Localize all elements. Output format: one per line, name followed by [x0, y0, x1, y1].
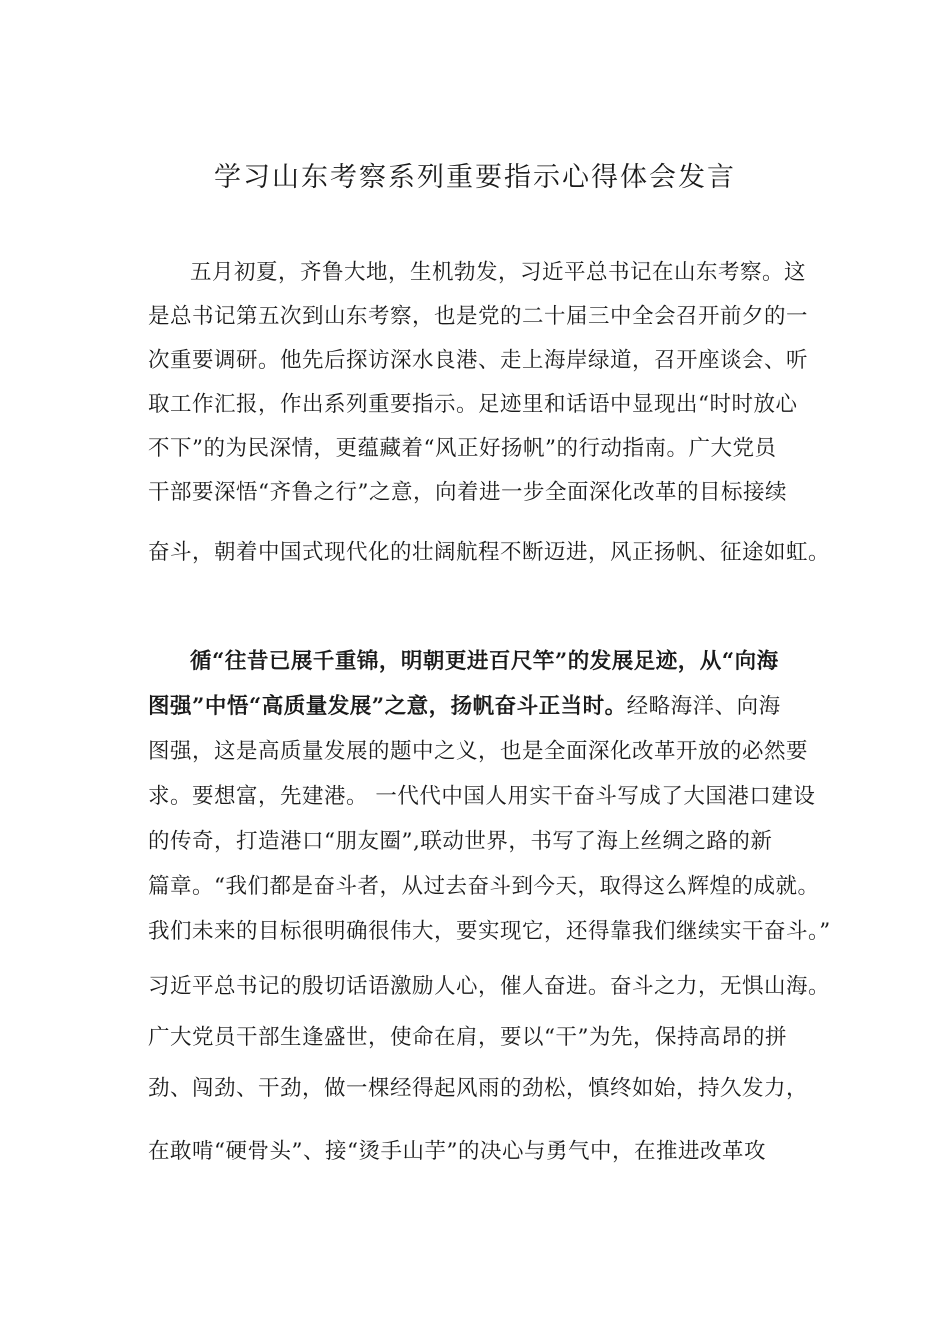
paragraph-2-line-4: 求。要想富，先建港。 一代代中国人用实干奋斗写成了大国港口建设	[148, 784, 816, 809]
paragraph-3-line-4: 在敢啃“硬骨头”、接“烫手山芋”的决心与勇气中，在推进改革攻	[148, 1139, 766, 1164]
paragraph-3-line-3: 劲、闯劲、干劲，做一棵经得起风雨的劲松，慎终如始，持久发力，	[148, 1076, 809, 1101]
paragraph-2-line-1: 循“往昔已展千重锦，明朝更进百尺竿”的发展足迹，从“向海	[190, 649, 779, 674]
paragraph-1-line-7: 奋斗，朝着中国式现代化的壮阔航程不断迈进，风正扬帆、征途如虹。	[148, 540, 831, 565]
paragraph-1-line-5: 不下”的为民深情，更蕴藏着“风正好扬帆”的行动指南。广大党员	[148, 436, 777, 461]
paragraph-2-line-2-rest: 经略海洋、向海	[626, 694, 781, 719]
paragraph-1-line-3: 次重要调研。他先后探访深水良港、走上海岸绿道，召开座谈会、听	[148, 348, 809, 373]
paragraph-2-line-7: 我们未来的目标很明确很伟大，要实现它，还得靠我们继续实干奋斗。”	[148, 919, 831, 944]
paragraph-3-line-1: 习近平总书记的殷切话语激励人心，催人奋进。奋斗之力，无惧山海。	[148, 974, 831, 999]
paragraph-2-line-2	[148, 692, 828, 722]
paragraph-1-line-6: 干部要深悟“齐鲁之行”之意，向着进一步全面深化改革的目标接续	[148, 480, 787, 505]
paragraph-1-line-2: 是总书记第五次到山东考察，也是党的二十届三中全会召开前夕的一	[148, 304, 809, 329]
paragraph-2-line-3: 图强，这是高质量发展的题中之义，也是全面深化改革开放的必然要	[148, 739, 809, 764]
paragraph-1-line-4: 取工作汇报，作出系列重要指示。足迹里和话语中显现出“时时放心	[148, 392, 798, 417]
paragraph-2-line-6: 篇章。“我们都是奋斗者，从过去奋斗到今天，取得这么辉煌的成就。	[148, 874, 820, 899]
page-title: 学习山东考察系列重要指示心得体会发言	[214, 162, 736, 193]
paragraph-2-line-5: 的传奇，打造港口“朋友圈”,联动世界，书写了海上丝绸之路的新	[148, 829, 773, 854]
paragraph-3-line-2: 广大党员干部生逢盛世，使命在肩，要以“干”为先，保持高昂的拼	[148, 1025, 787, 1050]
paragraph-2-emphasis: 图强”中悟“高质量发展”之意，扬帆奋斗正当时。	[148, 694, 627, 719]
paragraph-1-line-1: 五月初夏，齐鲁大地，生机勃发，习近平总书记在山东考察。这	[190, 260, 807, 285]
